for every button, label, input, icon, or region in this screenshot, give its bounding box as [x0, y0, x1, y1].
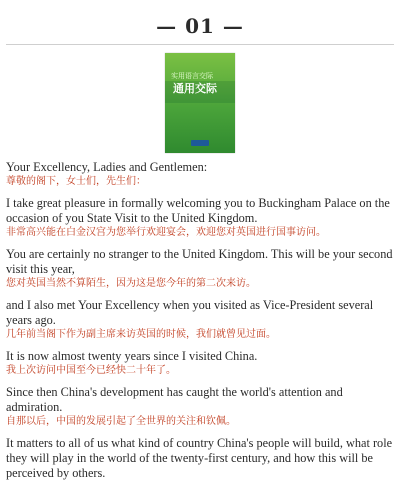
- chinese-translation: 您对英国当然不算陌生，因为这是您今年的第二次来访。: [6, 278, 256, 289]
- chinese-translation: 我上次访问中国至今已经快二十年了。: [6, 365, 176, 376]
- english-text: I take great pleasure in formally welcoming you to Buckingham Palace on the occasion of you State Visit to the United Kingdom.: [6, 196, 390, 225]
- text-body: [6, 160, 396, 489]
- paragraph-1: [6, 160, 396, 188]
- paragraph-2: [6, 196, 396, 239]
- paragraph-6: [6, 385, 396, 428]
- paragraph-5: [6, 349, 396, 377]
- chinese-translation: 自那以后，中国的发展引起了全世界的关注和钦佩。: [6, 416, 236, 427]
- english-text: It matters to all of us what kind of country China's people will build, what role they will play in the world of the twenty-first century, and how this will be perceived by others.: [6, 436, 393, 480]
- publisher-logo: [191, 140, 209, 146]
- chinese-translation: 非常高兴能在白金汉宫为您举行欢迎宴会，欢迎您对英国进行国事访问。: [6, 227, 326, 238]
- english-text: Since then China's development has caught the world's attention and admiration.: [6, 385, 343, 414]
- english-text: and I also met Your Excellency when you visited as Vice-President several years ago.: [6, 298, 374, 327]
- paragraph-7: [6, 436, 396, 481]
- english-text: It is now almost twenty years since I visited China.: [6, 349, 258, 363]
- paragraph-4: [6, 298, 396, 341]
- chapter-header: [0, 12, 400, 40]
- chinese-translation: 尊敬的阁下，女士们，先生们：: [6, 176, 146, 187]
- chinese-translation: 几年前当阁下作为副主席来访英国的时候，我们就曾见过面。: [6, 329, 276, 340]
- cover-title: 通用交际: [173, 82, 217, 95]
- book-cover-image: [165, 53, 235, 153]
- paragraph-3: [6, 247, 396, 290]
- header-divider: [6, 44, 394, 45]
- english-text: Your Excellency, Ladies and Gentlemen:: [6, 160, 208, 174]
- chapter-number: — 01 —: [156, 14, 244, 38]
- cover-subtitle: 实用语言交际: [171, 72, 213, 80]
- english-text: You are certainly no stranger to the United Kingdom. This will be your second visit this year,: [6, 247, 393, 276]
